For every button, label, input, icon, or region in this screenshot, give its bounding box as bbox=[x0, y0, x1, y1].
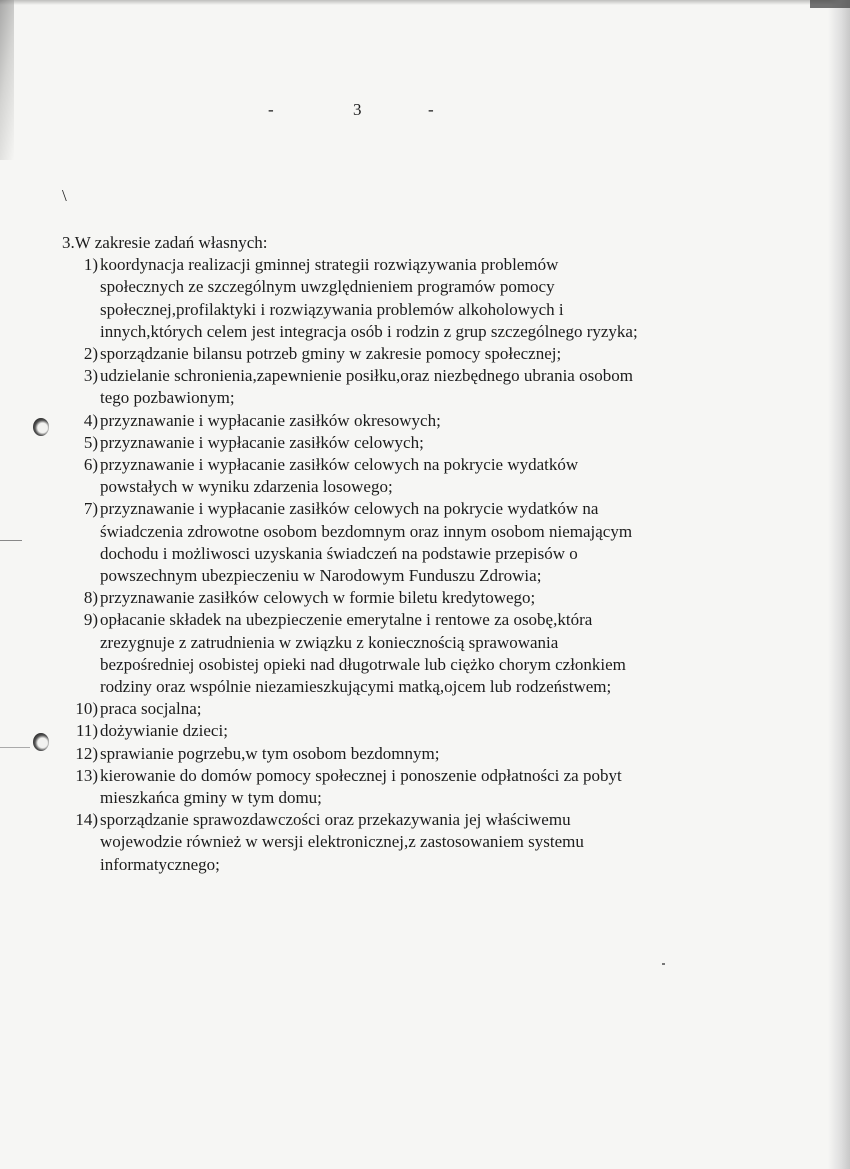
item-text-line: rodziny oraz wspólnie niezamieszkującymi matką,ojcem lub rodzeństwem; bbox=[100, 677, 612, 697]
item-text-line: kierowanie do domów pomocy społecznej i ponoszenie odpłatności za pobyt bbox=[100, 765, 622, 785]
item-number: 9) bbox=[83, 610, 98, 630]
item-number: 10) bbox=[75, 699, 98, 719]
item-text-line: sprawianie pogrzebu,w tym osobom bezdomnym; bbox=[100, 743, 440, 763]
item-text-line: zrezygnuje z zatrudnienia w związku z koniecznością sprawowania bbox=[100, 632, 559, 652]
item-text-line: bezpośredniej osobistej opieki nad długotrwale lub ciężko chorym członkiem bbox=[100, 654, 626, 674]
scan-speck bbox=[662, 963, 665, 965]
item-number: 7) bbox=[83, 499, 98, 519]
list-item bbox=[60, 698, 740, 720]
list-item bbox=[60, 809, 740, 876]
item-text-line: społecznych ze szczególnym uwzględnieniem programów pomocy bbox=[100, 277, 555, 297]
item-text-line: sporządzanie sprawozdawczości oraz przekazywania jej właściwemu bbox=[100, 810, 571, 830]
list-item bbox=[60, 432, 740, 454]
item-number: 11) bbox=[75, 721, 98, 741]
item-text-line: mieszkańca gminy w tym domu; bbox=[100, 788, 322, 808]
list-item bbox=[60, 454, 740, 498]
page-header bbox=[0, 100, 850, 124]
item-number: 1) bbox=[83, 255, 98, 275]
scan-shadow-left bbox=[0, 0, 14, 160]
page-number: 3 bbox=[353, 100, 362, 119]
list-item bbox=[60, 587, 740, 609]
list-item bbox=[60, 365, 740, 409]
header-dash-left: - bbox=[268, 100, 274, 119]
item-text-line: przyznawanie i wypłacanie zasiłków celowych na pokrycie wydatków bbox=[100, 455, 579, 475]
item-text-line: przyznawanie i wypłacanie zasiłków celowych na pokrycie wydatków na bbox=[100, 499, 599, 519]
scan-shadow-right bbox=[828, 0, 850, 1169]
item-text-line: powstałych w wyniku zdarzenia losowego; bbox=[100, 477, 393, 497]
item-number: 4) bbox=[83, 410, 98, 430]
item-number: 2) bbox=[83, 344, 98, 364]
item-number: 8) bbox=[83, 588, 98, 608]
list-item bbox=[60, 498, 740, 587]
list-item bbox=[60, 609, 740, 698]
item-text-line: powszechnym ubezpieczeniu w Narodowym Funduszu Zdrowia; bbox=[100, 566, 542, 586]
list-item bbox=[60, 743, 740, 765]
item-number: 5) bbox=[83, 432, 98, 452]
fold-mark-2 bbox=[0, 747, 30, 748]
list-item bbox=[60, 720, 740, 742]
header-dash-right: - bbox=[428, 100, 434, 119]
item-text-line: udzielanie schronienia,zapewnienie posiłku,oraz niezbędnego ubrania osobom bbox=[100, 366, 633, 386]
margin-mark: \ bbox=[62, 186, 67, 205]
punch-hole-bottom bbox=[33, 733, 49, 751]
section-title: 3.W zakresie zadań własnych: bbox=[62, 233, 268, 252]
item-text-line: opłacanie składek na ubezpieczenie emerytalne i rentowe za osobę,która bbox=[100, 610, 593, 630]
item-text-line: społecznej,profilaktyki i rozwiązywania problemów alkoholowych i bbox=[100, 299, 564, 319]
list-item bbox=[60, 410, 740, 432]
item-text-line: świadczenia zdrowotne osobom bezdomnym oraz innym osobom niemającym bbox=[100, 521, 633, 541]
section-own-tasks bbox=[60, 232, 740, 876]
item-text-line: sporządzanie bilansu potrzeb gminy w zakresie pomocy społecznej; bbox=[100, 344, 562, 364]
list-item bbox=[60, 765, 740, 809]
item-text-line: przyznawanie zasiłków celowych w formie biletu kredytowego; bbox=[100, 588, 536, 608]
item-text-line: wojewodzie również w wersji elektronicznej,z zastosowaniem systemu bbox=[100, 832, 584, 852]
item-number: 6) bbox=[83, 455, 98, 475]
item-text-line: tego pozbawionym; bbox=[100, 388, 235, 408]
item-text-line: praca socjalna; bbox=[100, 699, 202, 719]
punch-hole-top bbox=[33, 418, 49, 436]
scan-shadow-top bbox=[0, 0, 850, 5]
item-text-line: przyznawanie i wypłacanie zasiłków okresowych; bbox=[100, 410, 441, 430]
item-number: 14) bbox=[75, 810, 98, 830]
item-text-line: przyznawanie i wypłacanie zasiłków celowych; bbox=[100, 432, 424, 452]
item-text-line: dochodu i możliwosci uzyskania świadczeń na podstawie przepisów o bbox=[100, 543, 578, 563]
fold-mark bbox=[0, 540, 22, 541]
item-number: 12) bbox=[75, 743, 98, 763]
item-text-line: innych,których celem jest integracja osób i rodzin z grup szczególnego ryzyka; bbox=[100, 321, 638, 341]
item-text-line: koordynacja realizacji gminnej strategii rozwiązywania problemów bbox=[100, 255, 559, 275]
task-list bbox=[60, 254, 740, 876]
scan-corner-dark bbox=[810, 0, 850, 8]
item-number: 13) bbox=[75, 765, 98, 785]
item-text-line: dożywianie dzieci; bbox=[100, 721, 228, 741]
item-number: 3) bbox=[83, 366, 98, 386]
list-item bbox=[60, 254, 740, 343]
item-text-line: informatycznego; bbox=[100, 854, 220, 874]
list-item bbox=[60, 343, 740, 365]
